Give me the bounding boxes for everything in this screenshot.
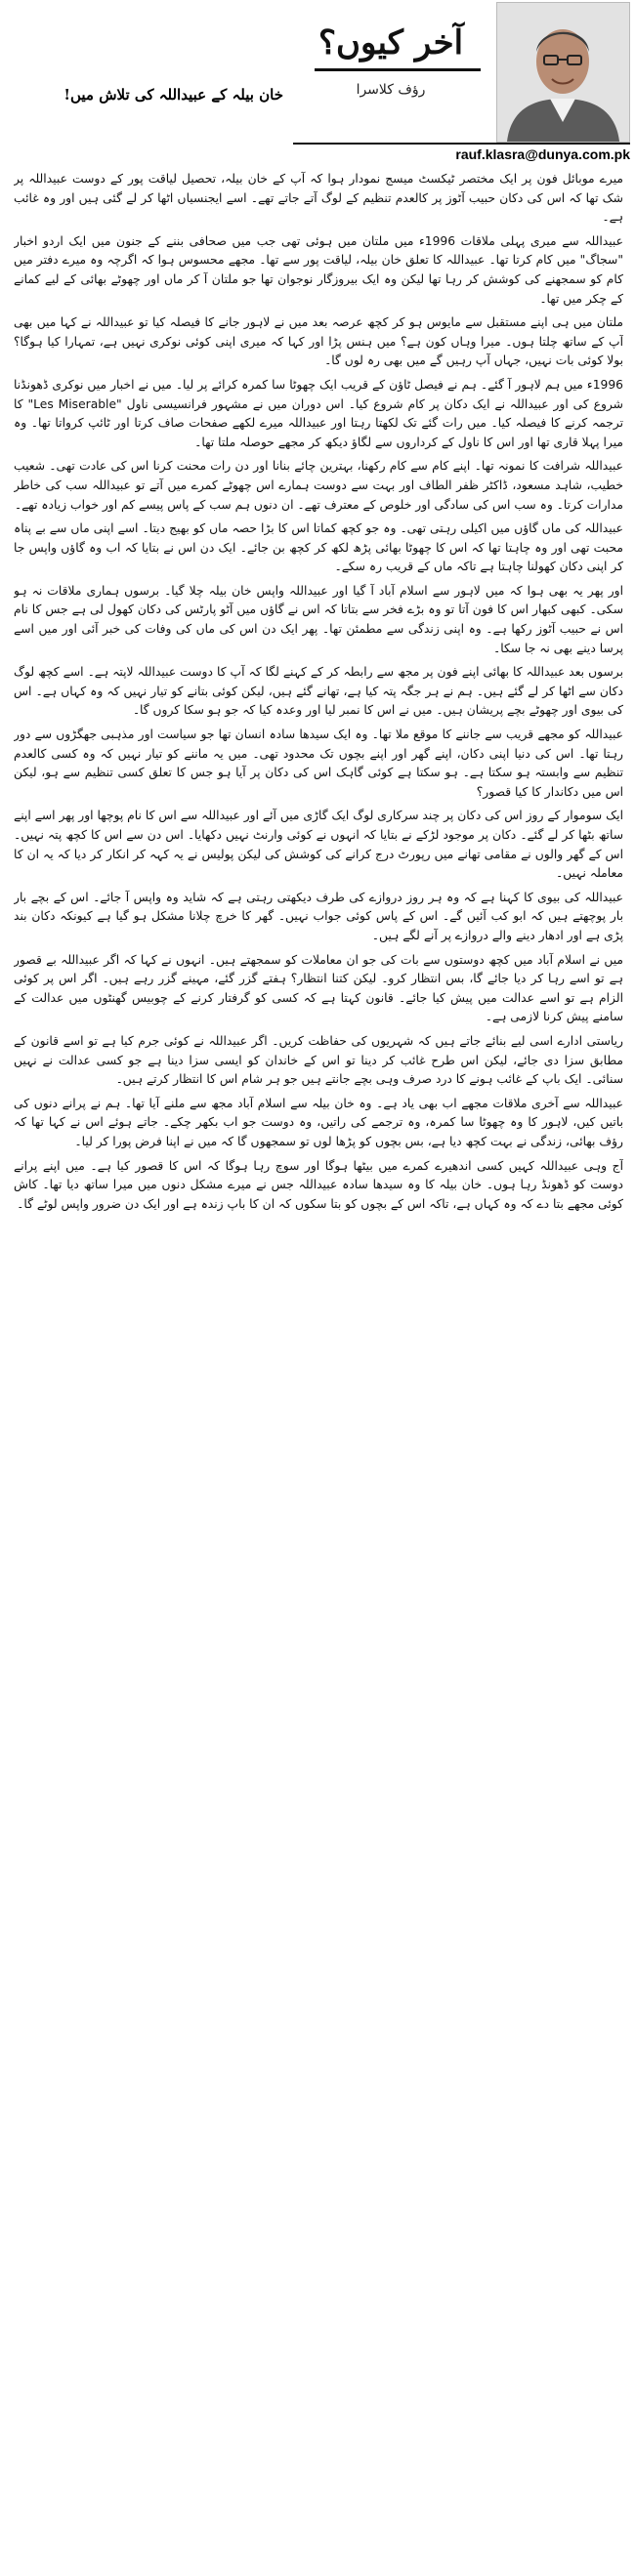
author-portrait-icon [497, 3, 629, 142]
column-masthead [293, 0, 630, 164]
paragraph: اور پھر یہ بھی ہوا کہ میں لاہور سے اسلام آباد آ گیا اور عبیداللہ واپس خان بیلہ چلا گیا۔ برسوں ہماری ملاقات نہ ہو سکی۔ کبھی کبھار اس کا فون آتا تو وہ بڑے فخر سے بتاتا کہ اس نے گاؤں میں آٹو پارٹس کی دکان کھول لی ہے جس کا نام اس نے حبیب آٹوز رکھا ہے۔ وہ اپنی زندگی سے مطمئن تھا۔ پھر ایک دن اس کی ماں کی وفات کی خبر آئی اور میں اسے پرسا دینے بھی نہ جا سکا۔ [14, 583, 623, 655]
author-byline: رؤف کلاسرا [356, 82, 426, 98]
paragraph: عبیداللہ کی بیوی کا کہنا ہے کہ وہ ہر روز دروازے کی طرف دیکھتی رہتی ہے کہ شاید وہ واپس آ جائے۔ اس کے بچے بار بار پوچھتے ہیں کہ ابو کب آئیں گے۔ اس کے پاس کوئی جواب نہیں۔ گھر کا خرچ چلانا مشکل ہو گیا ہے کیونکہ دکان بند پڑی ہے اور ادھار دینے والے دروازے پر آنے لگے ہیں۔ [14, 890, 623, 942]
paragraph: عبیداللہ کی ماں گاؤں میں اکیلی رہتی تھی۔ وہ جو کچھ کماتا اس کا بڑا حصہ ماں کو بھیج دیتا۔ اسے اپنی ماں سے بے پناہ محبت تھی اور وہ چاہتا تھا کہ اس کا چھوٹا بھائی پڑھ لکھ کر کچھ بن جائے۔ ایک دن اس نے بتایا کہ اب وہ گاؤں واپس جا کر اپنی دکان کھولنا چاہتا ہے تاکہ ماں کے قریب رہ سکے۔ [14, 521, 623, 574]
author-email[interactable]: rauf.klasra@dunya.com.pk [455, 146, 630, 162]
paragraph: عبیداللہ سے میری پہلی ملاقات 1996ء میں ملتان میں ہوئی تھی جب میں صحافی بننے کے جنون میں ایک اردو اخبار "سجاگ" میں کام کرتا تھا۔ عبیداللہ کا تعلق خان بیلہ، لیاقت پور سے تھا۔ مجھے محسوس ہوا کہ اگرچہ وہ میرے دفتر میں کام کو سمجھنے کی کوشش کر رہا تھا لیکن وہ ایک بیروزگار نوجوان تھا جو ملتان آ کر ماں اور چھوٹے بھائی کے لیے کمانے کے چکر میں تھا۔ [14, 233, 623, 306]
paragraph: میرے موبائل فون پر ایک مختصر ٹیکسٹ میسج نمودار ہوا کہ آپ کے خان بیلہ، تحصیل لیاقت پور کے دوست عبیداللہ پر شک تھا کہ اس کی دکان حبیب آٹوز پر کالعدم تنظیم کے لوگ آتے جاتے تھے۔ اسے ایجنسیاں اٹھا کر لے گئی ہیں اور وہ غائب ہے۔ [14, 172, 623, 225]
author-photo [496, 2, 630, 143]
paragraph: ایک سوموار کے روز اس کی دکان پر چند سرکاری لوگ ایک گاڑی میں آئے اور عبیداللہ سے اس کا نام پوچھا اور پھر اسے اپنے ساتھ بٹھا کر لے گئے۔ دکان پر موجود لڑکے نے بتایا کہ انہوں نے کوئی وارنٹ نہیں دکھایا۔ اس دن سے اس کا کچھ پتہ نہیں۔ اس کے گھر والوں نے مقامی تھانے میں رپورٹ درج کرانے کی کوشش کی لیکن پولیس نے یہ کہہ کر انکار کر دیا کہ یہ ان کا معاملہ نہیں۔ [14, 809, 623, 881]
paragraph: میں نے اسلام آباد میں کچھ دوستوں سے بات کی جو ان معاملات کو سمجھتے ہیں۔ انہوں نے کہا کہ اگر عبیداللہ بے قصور ہے تو اسے رہا کر دیا جائے گا، بس انتظار کرو۔ لیکن کتنا انتظار؟ ہفتے گزر گئے، مہینے گزر رہے ہیں۔ اگر اس پر کوئی الزام ہے تو اسے عدالت میں پیش کیا جائے۔ قانون کہتا ہے کہ کسی کو گرفتار کرنے کے چوبیس گھنٹوں میں عدالت کے سامنے پیش کرنا لازمی ہے۔ [14, 952, 623, 1024]
paragraph: عبیداللہ شرافت کا نمونہ تھا۔ اپنے کام سے کام رکھنا، بہترین چائے بنانا اور دن رات محنت کرنا اس کی عادت تھی۔ شعیب خطیب، شاہد مسعود، ڈاکٹر ظفر الطاف اور بہت سے دوست ہمارے اس چھوٹے کمرے میں آتے تو عبیداللہ سب کی خاطر مدارات کرتا۔ وہ سب اس کی سادگی اور خلوص کے معترف تھے۔ ان دنوں ہم سب کے پاس پیسے کم اور خواب زیادہ تھے۔ [14, 459, 623, 512]
paragraph: 1996ء میں ہم لاہور آ گئے۔ ہم نے فیصل ٹاؤن کے قریب ایک چھوٹا سا کمرہ کرائے پر لیا۔ میں نے اخبار میں نوکری ڈھونڈنا شروع کی اور عبیداللہ نے ایک دکان پر کام شروع کیا۔ اس دوران میں نے مشہور فرانسیسی ناول "Les Miserable" کا ترجمہ کرنے کا فیصلہ کیا۔ میں رات گئے تک لکھتا رہتا اور عبیداللہ میرے لکھے صفحات صاف کرتا اور ٹائپ کرواتا تھا۔ وہ میرا پہلا قاری تھا اور اس کا ناول کے کرداروں سے لگاؤ دیکھ کر مجھے حوصلہ ملتا تھا۔ [14, 377, 623, 449]
paragraph: ریاستی ادارے اسی لیے بنائے جاتے ہیں کہ شہریوں کی حفاظت کریں۔ اگر عبیداللہ نے کوئی جرم کیا ہے تو اسے قانون کے مطابق سزا دی جائے، لیکن اس طرح غائب کر دینا تو اس کے خاندان کو ایسی سزا دینا ہے جو کسی عدالت نے نہیں سنائی۔ ایک باپ کے غائب ہونے کا درد صرف وہی بچے جانتے ہیں جو ہر شام اس کا انتظار کرتے ہیں۔ [14, 1033, 623, 1087]
paragraph: آج وہی عبیداللہ کہیں کسی اندھیرے کمرے میں بیٹھا ہوگا اور سوچ رہا ہوگا کہ اس کا قصور کیا ہے۔ میں اپنے پرانے دوست کو ڈھونڈ رہا ہوں۔ خان بیلہ کا وہ سیدھا سادہ عبیداللہ جس نے میرے مشکل دنوں میں میرا ساتھ دیا تھا۔ کاش کوئی مجھے بتا دے کہ وہ کہاں ہے، تاکہ اس کے بچوں کو بتا سکوں کہ ان کا باپ زندہ ہے اور ایک دن ضرور واپس لوٹے گا۔ [14, 1158, 623, 1211]
column-headline: خان بیلہ کے عبیداللہ کی تلاش میں! [64, 86, 283, 104]
title-underline [315, 68, 481, 71]
column-title: آخر کیوں؟ [318, 23, 464, 62]
paragraph: برسوں بعد عبیداللہ کا بھائی اپنے فون پر مجھ سے رابطہ کر کے کہنے لگا کہ آپ کا دوست عبیداللہ لاپتہ ہے۔ اسے کچھ لوگ دکان سے اٹھا کر لے گئے ہیں۔ ہم نے ہر جگہ پتہ کیا ہے، تھانے گئے ہیں، لیکن کوئی بتانے کو تیار نہیں کہ وہ کہاں ہے۔ اس کی بیوی اور چھوٹے بچے پریشان ہیں۔ میں نے اس کا نمبر لیا اور وعدہ کیا کہ جو ہو سکا کروں گا۔ [14, 665, 623, 718]
email-bar [293, 143, 630, 164]
column-body [14, 170, 623, 2568]
paragraph: ملتان میں ہی اپنے مستقبل سے مایوس ہو کر کچھ عرصہ بعد میں نے لاہور جانے کا فیصلہ کیا تو عبیداللہ نے کہا میں بھی آپ کے ساتھ چلتا ہوں۔ میرا وہاں کون ہے؟ میں ہنس پڑا اور کہا کہ میری اپنی کوئی نوکری نہیں ہے، تمہارا کیا ہوگا؟ بولا کوئی بات نہیں، جہاں آپ رہیں گے میں بھی رہ لوں گا۔ [14, 315, 623, 368]
paragraph: عبیداللہ کو مجھے قریب سے جاننے کا موقع ملا تھا۔ وہ ایک سیدھا سادہ انسان تھا جو سیاست اور مذہبی جھگڑوں سے دور رہتا تھا۔ اس کی دنیا اپنی دکان، اپنے گھر اور اپنے بچوں تک محدود تھی۔ میں یہ ماننے کو تیار نہیں کہ وہ کسی کالعدم تنظیم سے وابستہ ہو سکتا ہے۔ ہو سکتا ہے کوئی گاہک اس کی دکان پر آیا ہو جس کا تعلق کسی تنظیم سے ہو، لیکن اس میں دکاندار کا کیا قصور؟ [14, 727, 623, 799]
paragraph: عبیداللہ سے آخری ملاقات مجھے اب بھی یاد ہے۔ وہ خان بیلہ سے اسلام آباد مجھ سے ملنے آیا تھا۔ ہم نے پرانے دنوں کی باتیں کیں، لاہور کا وہ چھوٹا سا کمرہ، وہ ترجمے کی راتیں، وہ دوست جو اب بکھر چکے۔ جاتے ہوئے اس نے کہا تھا کہ رؤف بھائی، زندگی نے بہت کچھ دیا ہے، بس بچوں کو پڑھا لوں تو سمجھوں گا کہ میں نے اپنا فرض پورا کر لیا۔ [14, 1096, 623, 1148]
